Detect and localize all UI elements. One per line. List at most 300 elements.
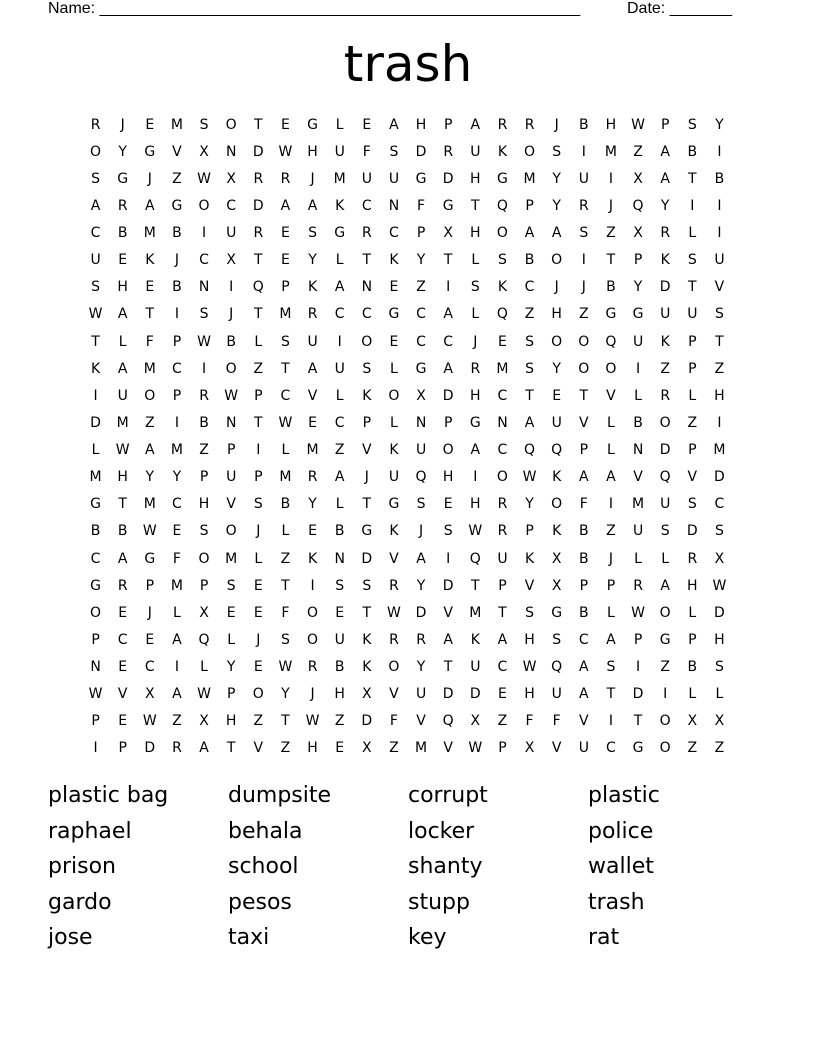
grid-letter: E xyxy=(145,116,155,133)
word-list-item: school xyxy=(228,854,299,880)
grid-letter: C xyxy=(416,306,426,323)
grid-letter: Z xyxy=(253,713,264,730)
grid-letter: H xyxy=(524,686,535,703)
grid-letter: J xyxy=(473,333,478,350)
grid-letter: H xyxy=(225,713,237,730)
grid-letter: K xyxy=(470,631,480,648)
grid-letter: P xyxy=(416,225,426,242)
grid-letter: U xyxy=(660,496,671,513)
grid-letter: B xyxy=(633,414,643,431)
grid-letter: Y xyxy=(416,252,426,269)
word-list-item: behala xyxy=(228,818,303,844)
grid-letter: P xyxy=(579,577,589,594)
grid-letter: S xyxy=(308,225,317,242)
grid-letter: C xyxy=(334,414,345,431)
grid-letter: T xyxy=(254,116,263,133)
grid-letter: J xyxy=(608,550,613,567)
grid-letter: O xyxy=(659,740,671,757)
grid-letter: G xyxy=(605,306,617,323)
grid-letter: O xyxy=(388,659,400,676)
grid-letter: C xyxy=(524,279,535,296)
grid-letter: Y xyxy=(552,360,561,377)
grid-letter: P xyxy=(498,740,507,757)
grid-letter: F xyxy=(281,604,290,621)
grid-letter: R xyxy=(199,387,209,404)
grid-letter: P xyxy=(688,333,697,350)
grid-letter: G xyxy=(415,170,427,187)
grid-letter: S xyxy=(714,659,724,676)
grid-letter: O xyxy=(307,631,319,648)
grid-letter: B xyxy=(199,414,209,431)
grid-letter: S xyxy=(199,116,209,133)
grid-letter: I xyxy=(174,306,179,323)
grid-letter: T xyxy=(91,333,100,350)
grid-letter: K xyxy=(362,659,372,676)
grid-letter: U xyxy=(226,225,237,242)
grid-letter: D xyxy=(415,604,427,621)
grid-row xyxy=(82,708,733,735)
grid-letter: P xyxy=(443,116,453,133)
grid-letter: A xyxy=(551,225,562,242)
grid-letter: V xyxy=(579,713,589,730)
grid-letter: B xyxy=(687,143,698,160)
grid-letter: L xyxy=(281,442,290,459)
grid-letter: X xyxy=(226,170,236,187)
grid-letter: R xyxy=(307,306,318,323)
grid-letter: G xyxy=(551,604,563,621)
grid-letter: U xyxy=(334,360,345,377)
grid-letter: P xyxy=(172,387,182,404)
grid-row xyxy=(82,274,733,301)
grid-letter: J xyxy=(418,523,424,540)
grid-row xyxy=(82,111,733,138)
grid-letter: Y xyxy=(416,659,426,676)
grid-letter: R xyxy=(660,387,671,404)
grid-row xyxy=(82,626,733,653)
grid-letter: K xyxy=(362,387,372,404)
grid-letter: W xyxy=(88,306,103,323)
grid-row xyxy=(82,328,733,355)
grid-letter: U xyxy=(551,414,562,431)
grid-letter: F xyxy=(389,713,398,730)
grid-letter: H xyxy=(524,631,535,648)
grid-letter: K xyxy=(90,360,101,377)
grid-letter: V xyxy=(687,469,698,486)
grid-letter: J xyxy=(256,523,261,540)
grid-letter: H xyxy=(307,740,318,757)
grid-letter: S xyxy=(660,523,670,540)
grid-letter: W xyxy=(278,143,293,160)
grid-letter: W xyxy=(468,740,483,757)
grid-letter: B xyxy=(90,523,101,540)
grid-letter: E xyxy=(308,414,317,431)
grid-row xyxy=(82,220,733,247)
grid-letter: M xyxy=(279,469,292,486)
word-list-item: gardo xyxy=(48,889,112,915)
grid-letter: I xyxy=(174,659,179,676)
grid-letter: E xyxy=(362,116,372,133)
grid-letter: T xyxy=(471,577,480,594)
grid-letter: W xyxy=(278,659,293,676)
grid-letter: R xyxy=(172,740,182,757)
grid-letter: U xyxy=(307,333,318,350)
grid-letter: Z xyxy=(253,360,264,377)
grid-letter: H xyxy=(687,577,698,594)
grid-letter: Y xyxy=(552,197,561,214)
grid-letter: E xyxy=(253,604,263,621)
grid-letter: T xyxy=(606,252,616,269)
grid-letter: D xyxy=(361,713,373,730)
grid-letter: J xyxy=(310,686,315,703)
grid-letter: O xyxy=(388,387,400,404)
grid-row xyxy=(82,301,733,328)
grid-letter: G xyxy=(632,306,644,323)
word-list xyxy=(48,778,768,956)
grid-letter: Z xyxy=(497,713,508,730)
grid-letter: O xyxy=(605,360,617,377)
grid-letter: U xyxy=(497,550,508,567)
grid-letter: I xyxy=(310,577,315,594)
grid-letter: S xyxy=(91,279,100,296)
grid-letter: C xyxy=(497,442,508,459)
grid-letter: S xyxy=(525,604,534,621)
grid-letter: N xyxy=(198,279,210,296)
grid-letter: M xyxy=(279,306,292,323)
grid-letter: P xyxy=(254,387,263,404)
grid-letter: Y xyxy=(525,496,534,513)
grid-letter: P xyxy=(525,523,534,540)
grid-letter: D xyxy=(252,197,264,214)
grid-letter: U xyxy=(361,170,372,187)
grid-letter: A xyxy=(660,170,670,187)
grid-letter: S xyxy=(714,523,724,540)
grid-letter: Y xyxy=(172,469,182,486)
grid-letter: R xyxy=(361,225,372,242)
grid-letter: O xyxy=(90,604,102,621)
grid-letter: P xyxy=(498,577,507,594)
grid-letter: I xyxy=(229,279,234,296)
grid-letter: I xyxy=(93,387,98,404)
grid-letter: L xyxy=(281,523,290,540)
grid-letter: K xyxy=(335,197,345,214)
grid-letter: C xyxy=(578,631,589,648)
grid-letter: B xyxy=(606,279,616,296)
word-list-item: jose xyxy=(48,925,93,951)
grid-letter: X xyxy=(199,604,209,621)
grid-letter: T xyxy=(281,713,290,730)
grid-letter: A xyxy=(389,116,399,133)
grid-letter: E xyxy=(118,659,128,676)
grid-letter: Z xyxy=(145,414,155,431)
grid-letter: L xyxy=(471,306,480,323)
grid-letter: H xyxy=(117,469,128,486)
grid-letter: Z xyxy=(606,225,616,242)
grid-letter: D xyxy=(469,686,481,703)
grid-letter: E xyxy=(145,631,155,648)
grid-letter: G xyxy=(497,170,508,187)
grid-letter: V xyxy=(714,279,725,296)
date-field-label: Date: _______ xyxy=(627,0,732,17)
word-list-item: wallet xyxy=(588,854,654,880)
grid-letter: O xyxy=(551,252,563,269)
grid-letter: U xyxy=(334,143,345,160)
grid-letter: P xyxy=(199,469,209,486)
grid-letter: Y xyxy=(145,469,155,486)
word-list-item: plastic xyxy=(588,783,660,808)
grid-letter: R xyxy=(307,659,318,676)
grid-letter: J xyxy=(147,170,152,187)
grid-letter: Z xyxy=(334,442,345,459)
grid-letter: C xyxy=(226,197,237,214)
grid-letter: I xyxy=(717,414,722,431)
grid-letter: V xyxy=(253,740,264,757)
grid-letter: L xyxy=(335,387,344,404)
grid-letter: V xyxy=(117,686,128,703)
grid-letter: R xyxy=(253,170,264,187)
grid-letter: Y xyxy=(715,116,724,133)
grid-letter: K xyxy=(389,523,399,540)
grid-letter: K xyxy=(389,442,399,459)
grid-letter: V xyxy=(443,740,453,757)
grid-letter: A xyxy=(117,306,128,323)
grid-letter: Q xyxy=(551,659,563,676)
grid-letter: M xyxy=(333,170,346,187)
grid-letter: B xyxy=(579,550,589,567)
grid-letter: L xyxy=(254,333,263,350)
grid-letter: G xyxy=(144,550,156,567)
grid-letter: M xyxy=(604,143,617,160)
grid-letter: G xyxy=(469,414,481,431)
grid-letter: A xyxy=(524,225,535,242)
grid-letter: A xyxy=(117,360,128,377)
grid-letter: J xyxy=(554,116,559,133)
grid-letter: Z xyxy=(687,414,698,431)
grid-letter: Y xyxy=(281,686,290,703)
grid-letter: Q xyxy=(415,469,427,486)
grid-letter: O xyxy=(361,333,373,350)
word-list-item: police xyxy=(588,818,654,844)
grid-letter: G xyxy=(632,740,644,757)
grid-letter: U xyxy=(415,442,427,459)
grid-letter: O xyxy=(659,713,671,730)
grid-letter: P xyxy=(199,577,209,594)
grid-letter: T xyxy=(145,306,155,323)
grid-letter: O xyxy=(225,116,237,133)
grid-letter: S xyxy=(579,225,589,242)
grid-letter: V xyxy=(307,387,318,404)
grid-letter: Z xyxy=(280,550,291,567)
grid-letter: W xyxy=(387,604,401,621)
grid-letter: K xyxy=(660,252,670,269)
grid-letter: P xyxy=(633,631,643,648)
grid-letter: Q xyxy=(524,442,536,459)
grid-letter: H xyxy=(442,469,454,486)
grid-letter: H xyxy=(470,387,481,404)
grid-letter: A xyxy=(470,442,481,459)
grid-letter: Z xyxy=(280,740,291,757)
grid-letter: B xyxy=(579,604,589,621)
word-list-item: trash xyxy=(588,889,645,915)
grid-letter: R xyxy=(307,469,318,486)
grid-letter: M xyxy=(143,360,156,377)
grid-letter: H xyxy=(551,306,562,323)
grid-letter: I xyxy=(256,442,261,459)
grid-letter: I xyxy=(635,659,641,676)
grid-letter: C xyxy=(334,306,345,323)
grid-letter: K xyxy=(524,550,535,567)
grid-letter: X xyxy=(199,143,209,160)
word-list-item: pesos xyxy=(228,889,292,915)
grid-letter: J xyxy=(229,306,234,323)
grid-letter: F xyxy=(172,550,181,567)
grid-letter: L xyxy=(91,442,100,459)
grid-letter: Z xyxy=(660,360,670,377)
grid-letter: N xyxy=(388,197,400,214)
grid-letter: U xyxy=(687,306,698,323)
grid-letter: W xyxy=(278,414,293,431)
grid-letter: S xyxy=(714,306,724,323)
grid-letter: Z xyxy=(660,659,670,676)
grid-letter: A xyxy=(280,197,291,214)
grid-letter: I xyxy=(717,225,722,242)
grid-letter: A xyxy=(334,469,345,486)
grid-letter: U xyxy=(415,686,427,703)
grid-letter: D xyxy=(442,577,454,594)
grid-row xyxy=(82,491,733,518)
grid-letter: E xyxy=(172,523,182,540)
grid-letter: C xyxy=(117,631,128,648)
grid-letter: S xyxy=(335,577,345,594)
grid-letter: I xyxy=(201,225,207,242)
grid-letter: O xyxy=(90,143,102,160)
grid-letter: C xyxy=(90,550,101,567)
grid-letter: Z xyxy=(524,306,535,323)
grid-letter: I xyxy=(581,252,586,269)
grid-letter: A xyxy=(334,279,345,296)
grid-letter: H xyxy=(470,225,481,242)
grid-letter: S xyxy=(687,116,697,133)
grid-letter: H xyxy=(605,116,617,133)
grid-letter: S xyxy=(280,631,290,648)
grid-letter: Y xyxy=(308,496,317,513)
grid-letter: D xyxy=(90,414,101,431)
grid-row xyxy=(82,409,733,436)
word-list-item: taxi xyxy=(228,925,270,951)
grid-letter: R xyxy=(578,197,589,214)
grid-letter: S xyxy=(416,496,426,513)
grid-letter: W xyxy=(142,713,157,730)
grid-letter: E xyxy=(281,252,290,269)
grid-letter: T xyxy=(281,360,290,377)
grid-letter: R xyxy=(687,550,698,567)
grid-letter: H xyxy=(117,279,128,296)
grid-letter: O xyxy=(225,360,237,377)
grid-letter: X xyxy=(226,252,236,269)
grid-letter: E xyxy=(308,523,317,540)
grid-letter: Z xyxy=(199,442,209,459)
grid-letter: C xyxy=(389,225,399,242)
grid-letter: X xyxy=(416,387,426,404)
grid-letter: A xyxy=(117,550,128,567)
grid-letter: Z xyxy=(606,523,616,540)
grid-letter: X xyxy=(443,225,453,242)
grid-letter: Z xyxy=(172,713,182,730)
grid-letter: S xyxy=(687,496,697,513)
grid-letter: X xyxy=(687,713,698,730)
grid-letter: W xyxy=(522,469,537,486)
grid-letter: L xyxy=(200,659,208,676)
grid-letter: M xyxy=(143,496,156,513)
grid-letter: K xyxy=(362,631,372,648)
grid-letter: U xyxy=(470,143,481,160)
grid-letter: O xyxy=(551,496,563,513)
grid-letter: G xyxy=(442,197,454,214)
grid-letter: T xyxy=(443,659,453,676)
grid-letter: P xyxy=(91,631,100,648)
grid-letter: X xyxy=(199,713,209,730)
grid-letter: A xyxy=(145,197,155,214)
grid-letter: D xyxy=(659,279,671,296)
grid-letter: M xyxy=(170,116,183,133)
grid-letter: A xyxy=(199,740,209,757)
grid-letter: A xyxy=(307,197,318,214)
grid-letter: X xyxy=(551,550,562,567)
grid-letter: S xyxy=(280,333,290,350)
grid-letter: Z xyxy=(633,143,643,160)
grid-letter: G xyxy=(334,225,346,242)
grid-letter: C xyxy=(172,496,182,513)
grid-letter: R xyxy=(470,360,481,377)
grid-letter: Q xyxy=(659,469,671,486)
grid-letter: B xyxy=(334,523,345,540)
grid-letter: I xyxy=(608,713,613,730)
grid-letter: B xyxy=(172,225,182,242)
grid-letter: R xyxy=(497,116,508,133)
grid-letter: B xyxy=(172,279,182,296)
grid-letter: T xyxy=(471,197,480,214)
grid-letter: V xyxy=(362,442,372,459)
grid-letter: H xyxy=(470,496,481,513)
grid-row xyxy=(82,382,733,409)
grid-letter: O xyxy=(225,523,237,540)
grid-letter: S xyxy=(199,306,209,323)
grid-letter: L xyxy=(607,414,615,431)
grid-letter: M xyxy=(713,442,726,459)
grid-letter: V xyxy=(226,496,236,513)
grid-letter: R xyxy=(253,225,264,242)
word-list-item: stupp xyxy=(408,889,470,915)
grid-letter: A xyxy=(145,442,155,459)
grid-letter: T xyxy=(498,604,507,621)
grid-letter: I xyxy=(663,686,668,703)
grid-letter: T xyxy=(362,604,372,621)
grid-letter: F xyxy=(579,496,588,513)
grid-letter: R xyxy=(389,631,399,648)
word-list-item: dumpsite xyxy=(228,783,332,808)
grid-letter: X xyxy=(714,550,725,567)
grid-letter: N xyxy=(334,550,345,567)
grid-letter: D xyxy=(415,143,427,160)
grid-letter: L xyxy=(390,360,398,377)
grid-letter: B xyxy=(579,523,589,540)
word-list-item: raphael xyxy=(48,818,132,844)
grid-row xyxy=(82,437,733,464)
grid-letter: C xyxy=(443,333,454,350)
grid-letter: J xyxy=(120,116,125,133)
grid-letter: Y xyxy=(226,659,236,676)
grid-letter: C xyxy=(144,659,155,676)
grid-letter: S xyxy=(606,659,616,676)
